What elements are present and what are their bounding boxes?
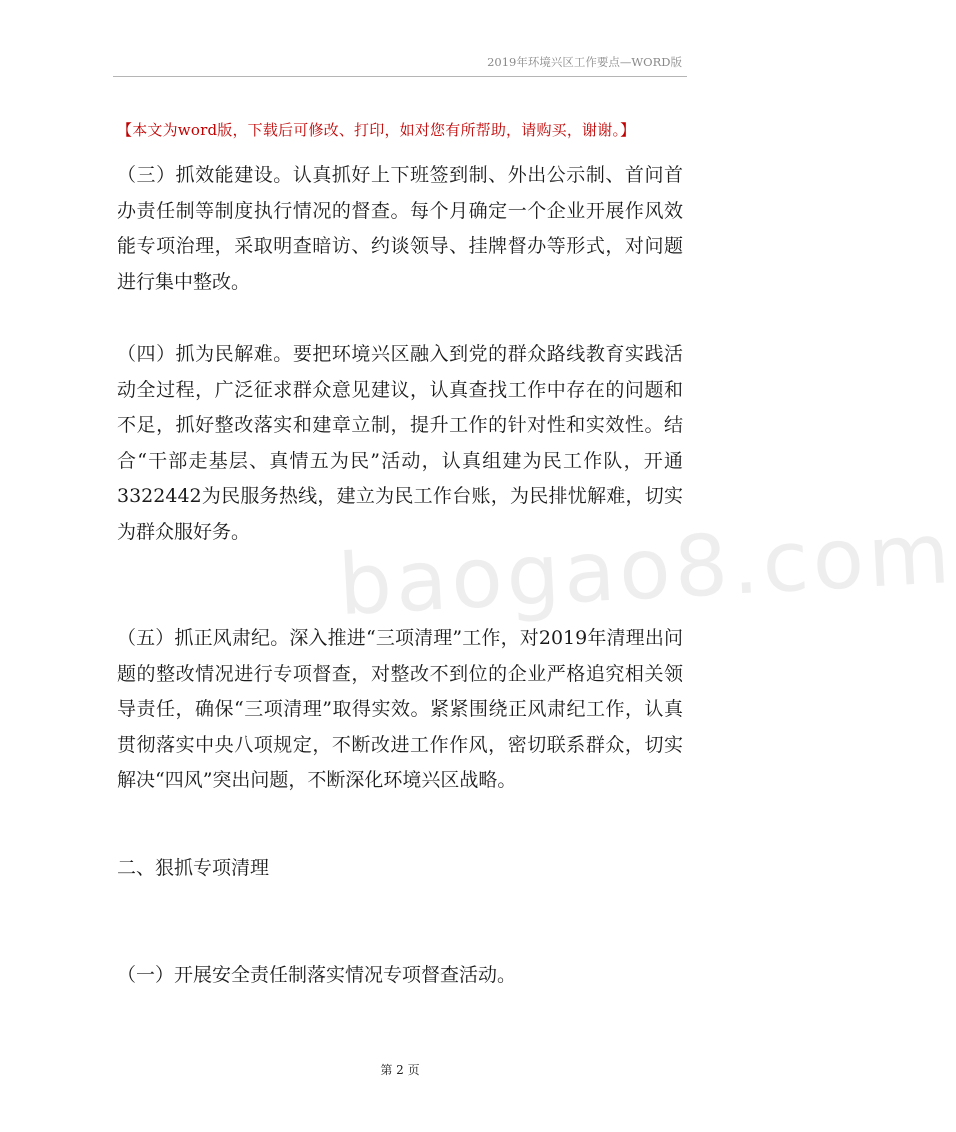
section-heading: 二、狠抓专项清理	[117, 857, 270, 879]
page-header-title: 2019年环境兴区工作要点—WORD版	[487, 55, 682, 69]
sub-heading: （一）开展安全责任制落实情况专项督查活动。	[117, 964, 517, 986]
page-number: 第 2 页	[380, 1063, 420, 1077]
paragraph-people: （四）抓为民解难。要把环境兴区融入到党的群众路线教育实践活动全过程，广泛征求群众意见建议，认真查找工作中存在的问题和不足，抓好整改落实和建章立制，提升工作的针对性和实效性。结合“干部走基层、真情五为民”活动，认真组建为民工作队，开通3322442为民服务热线，建立为民工作台账，为民排忧解难，切实为群众服好务。	[117, 343, 683, 543]
watermark-logo: baogao8.com	[335, 503, 956, 635]
paragraph-discipline: （五）抓正风肃纪。深入推进“三项清理”工作，对2019年清理出问题的整改情况进行专项督查，对整改不到位的企业严格追究相关领导责任，确保“三项清理”取得实效。紧紧围绕正风肃纪工作，认真贯彻落实中央八项规定，不断改进工作作风，密切联系群众，切实解决“四风”突出问题，不断深化环境兴区战略。	[117, 627, 683, 791]
purchase-notice: 【本文为word版，下载后可修改、打印，如对您有所帮助，请购买，谢谢。】	[117, 121, 636, 139]
header-divider	[113, 76, 687, 77]
paragraph-efficiency: （三）抓效能建设。认真抓好上下班签到制、外出公示制、首问首办责任制等制度执行情况的督查。每个月确定一个企业开展作风效能专项治理，采取明查暗访、约谈领导、挂牌督办等形式，对问题进行集中整改。	[117, 164, 683, 293]
